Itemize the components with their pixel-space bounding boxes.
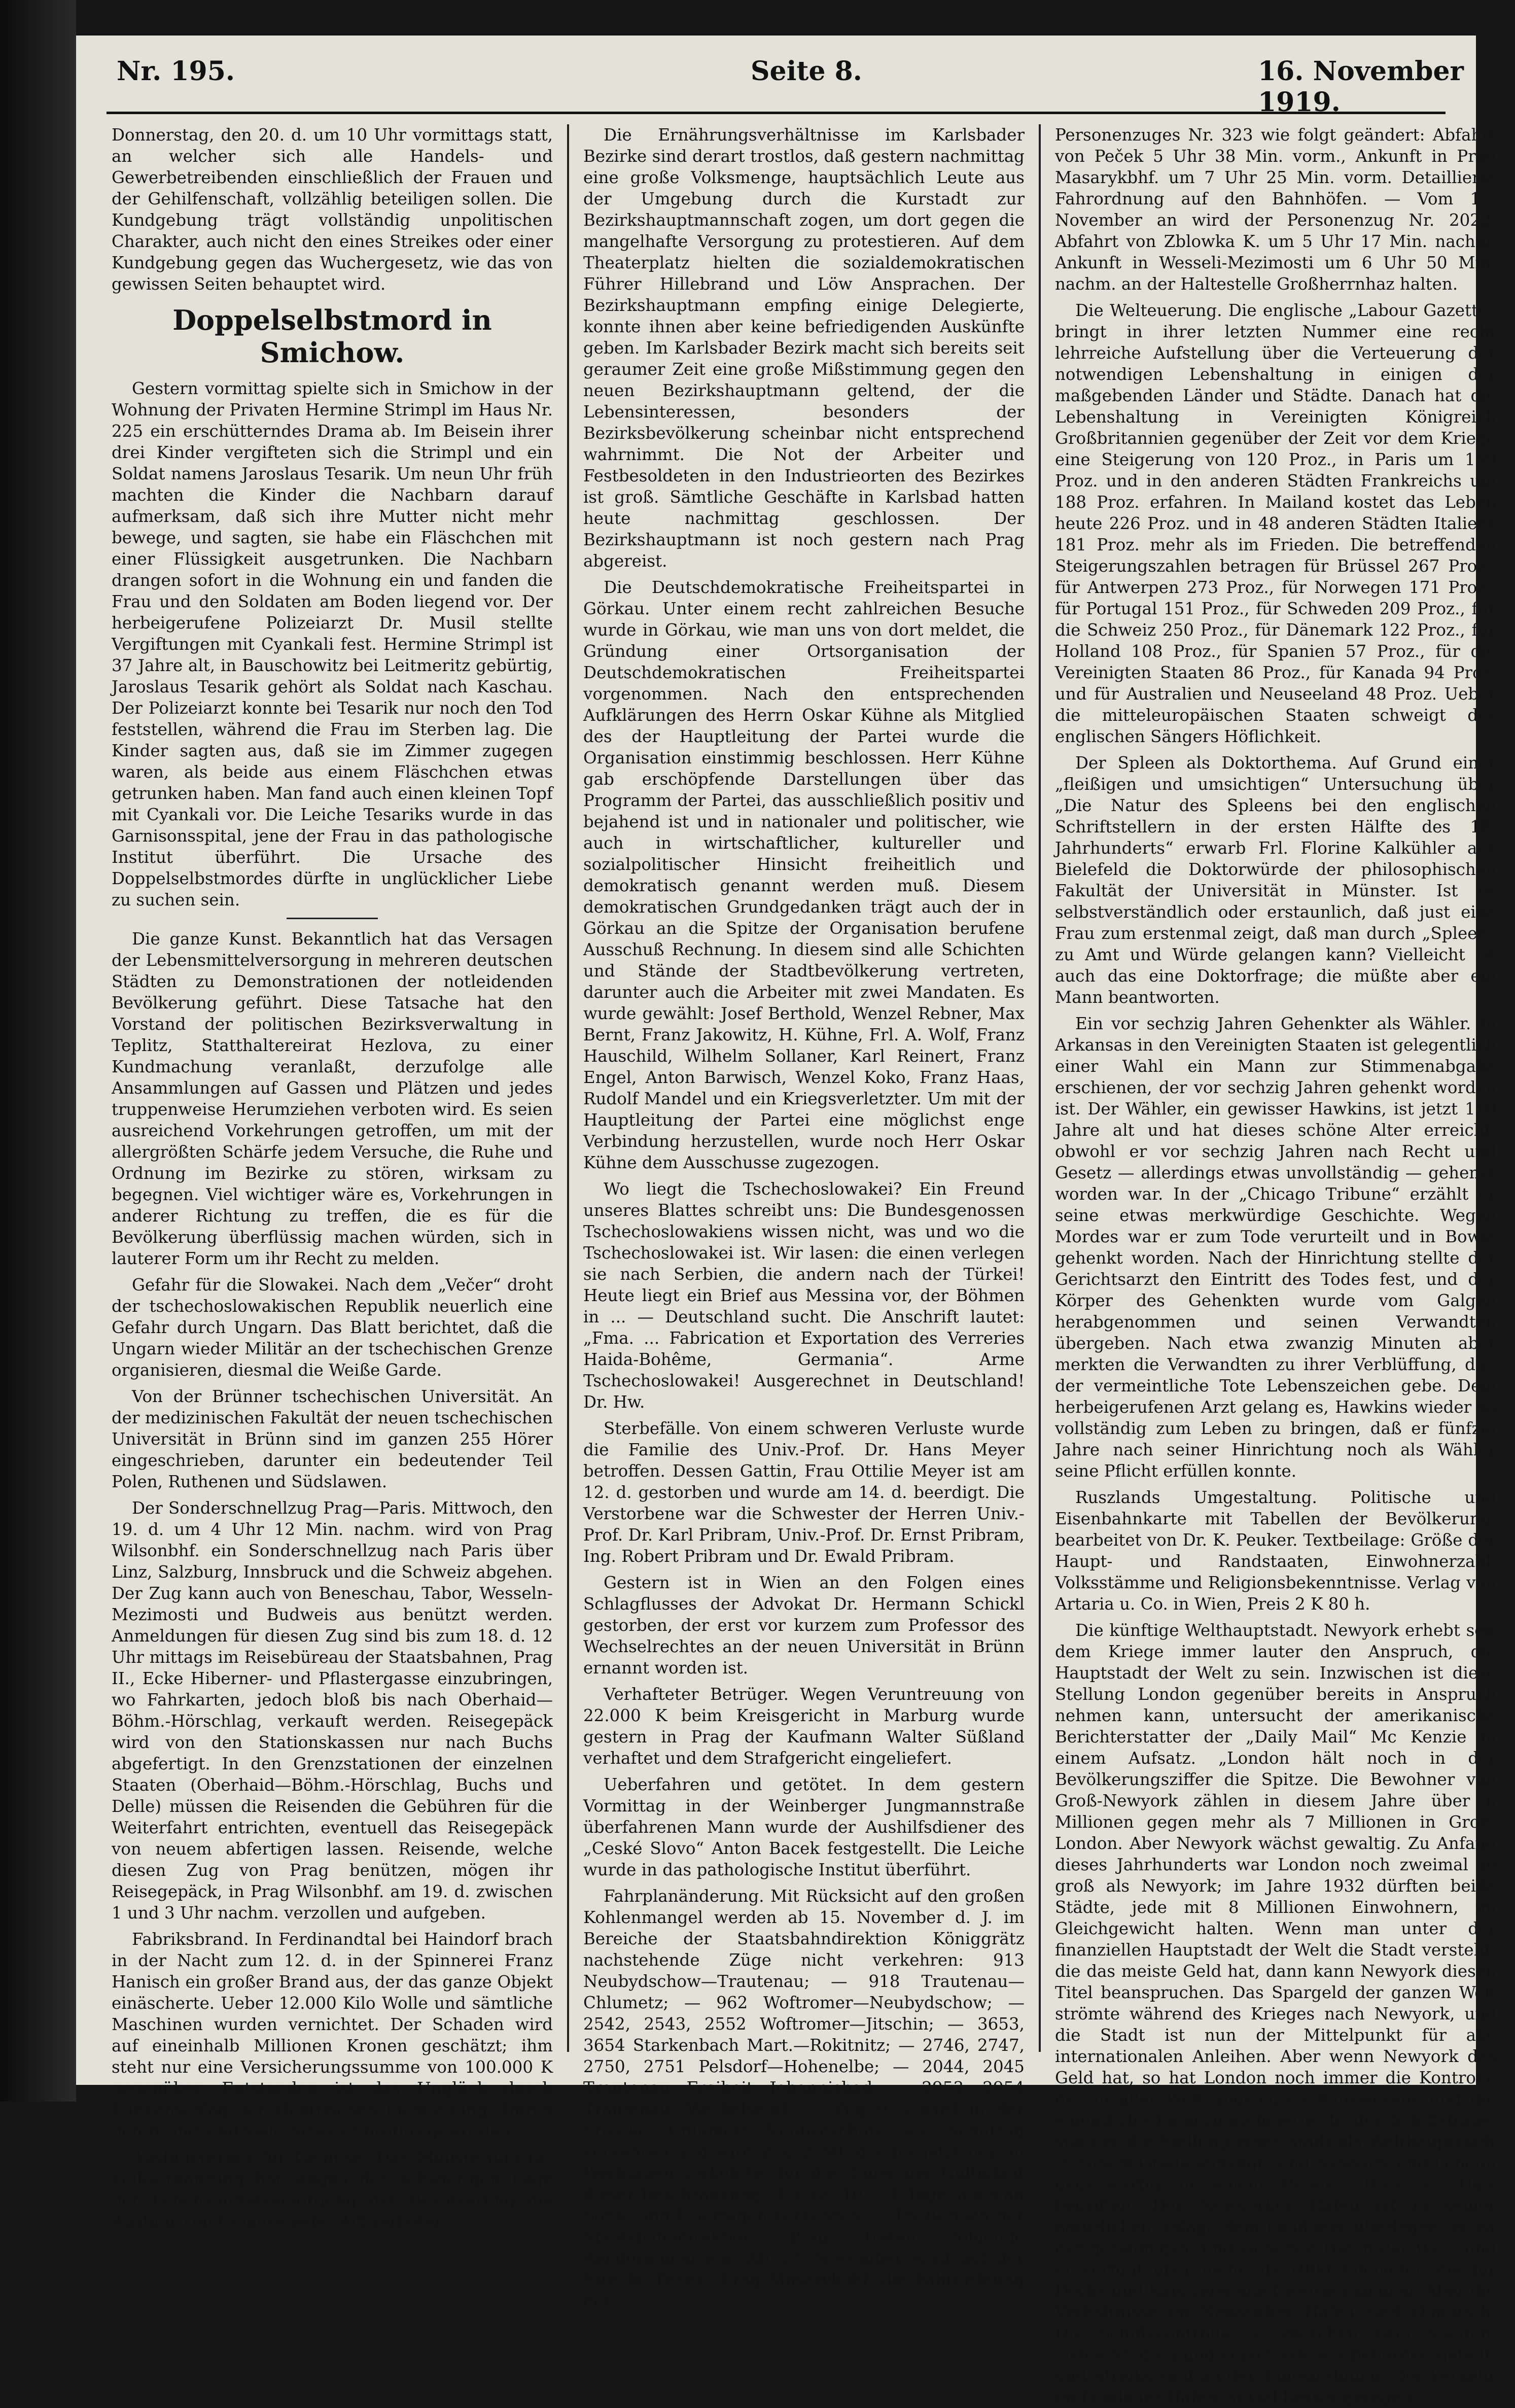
news-item: Der Sonderschnellzug Prag—Paris. Mittwoch, den 19. d. um 4 Uhr 12 Min. nachm. wird von Prag Wilsonbhf. ein Sonderschnellzug nach Paris über Linz, Salzburg, Innsbruck und die Schweiz abgehen. Der Zug kann auch von Beneschau, Tabor, Wesseln-Mezimosti und Budweis aus benützt werden. Anmeldungen für diesen Zug sind bis zum 18. d. 12 Uhr mittags im Reisebüreau der Staatsbahnen, Prag II., Ecke Hiberner- und Pflastergasse einzubringen, wo Fahrkarten, jedoch bloß bis nach Oberhaid—Böhm.-Hörschlag, verkauft werden. Reisegepäck wird von den Stationskassen nur nach Buchs abgefertigt. In den Grenzstationen der einzelnen Staaten (Oberhaid—Böhm.-Hörschlag, Buchs und Delle) müssen die Reisenden die Gebühren für die Weiterfahrt entrichten, eventuell das Reisegepäck von neuem abfertigen lassen. Reisende, welche diesen Zug von Prag benützen, mögen ihr Reisegepäck, in Prag Wilsonbhf. am 19. d. zwischen 1 und 3 Uhr nachm. verzollen und aufgeben. <box>112 1498 553 1923</box>
column-rule <box>567 124 569 2052</box>
news-item: Ueberfahren und getötet. In dem gestern Vormittag in der Weinberger Jungmannstraße überfahrenen Mann wurde der Aushilfsdiener des „Ceské Slovo“ Anton Bacek festgestellt. Die Leiche wurde in das pathologische Institut überführt. <box>583 1775 1025 1879</box>
news-item: Der Spleen als Doktorthema. Auf Grund einer „fleißigen und umsichtigen“ Untersuchung über „Die Natur des Spleens bei den englischen Schriftstellern in der ersten Hälfte des 18. Jahrhunderts“ erwarb Frl. Florine Kalkühler aus Bielefeld die Doktorwürde der philosophischen Fakultät der Universität in Münster. Ist es selbstverständlich oder erstaunlich, daß just eine Frau zum erstenmal zeigt, daß man durch „Spleen“ zu Amt und Würde gelangen kann? Vielleicht ist auch das eine Doktorfrage; die müßte aber ein Mann beantworten. <box>1055 753 1496 1007</box>
news-item: Fahrplanänderung. Mit Rücksicht auf den großen Kohlenmangel werden ab 15. November d. J. im Bereiche der Staatsbahndirektion Königgrätz nachstehende Züge nicht verkehren: 913 Neubydschow—Trautenau; — 918 Trautenau—Chlumetz; — 962 Woftromer—Neubydschow; — 2542, 2543, 2552 Woftromer—Jitschin; — 3653, 3654 Starkenbach Mart.—Rokitnitz; — 2746, 2747, 2750, 2751 Pelsdorf—Hohenelbe; — 2044, 2045 Trautenau—Freiheit—Johannisbad; — 2953, 2954 Trautenau—Weckelsdorf. — Zug 913 wird in der Strecke Chlumetz—Neubydschow als Schulzug verkehren und wird Zug 2550, der bis jetzt nur an Werktagen verkehrte, für die Dauer der Gültigkeit dieser Beschränkung, d. i. ca. 10—14 Tage, auch an Sonn- und Feiertagen verkehren. — Im Bereich der Staatsbahndirektion Prag treten folgende Aenderungen ein: Ab 17. November wird auf der Strecke Peček—Prag Masarykbhf. die Fahrordnung des <box>583 1887 1025 2311</box>
news-item: Ein vor sechzig Jahren Gehenkter als Wähler. In Arkansas in den Vereinigten Staaten ist gelegentlich einer Wahl ein Mann zur Stimmenabgabe erschienen, der vor sechzig Jahren gehenkt worden ist. Der Wähler, ein gewisser Hawkins, ist jetzt 110 Jahre alt und hat dieses schöne Alter erreicht, obwohl er vor sechzig Jahren nach Recht und Gesetz — allerdings etwas unvollständig — gehenkt worden war. In der „Chicago Tribune“ erzählt er seine etwas merkwürdige Geschichte. Wegen Mordes war er zum Tode verurteilt und in Bowie gehenkt worden. Nach der Hinrichtung stellte der Gerichtsarzt den Eintritt des Todes fest, und der Körper des Gehenkten wurde vom Galgen herabgenommen und seinen Verwandten übergeben. Nach etwa zwanzig Minuten aber merkten die Verwandten zu ihrer Verblüffung, daß der vermeintliche Tote Lebenszeichen gebe. Dem herbeigerufenen Arzt gelang es, Hawkins wieder so vollständig zum Leben zu bringen, daß er fünfzig Jahre nach seiner Hinrichtung noch als Wähler seine Pflicht erfüllen konnte. <box>1055 1014 1496 1481</box>
news-item: Gestern ist in Wien an den Folgen eines Schlagflusses der Advokat Dr. Hermann Schickl gestorben, der erst vor kurzem zum Professor des Wechselrechtes an der neuen Universität in Brünn ernannt worden ist. <box>583 1573 1025 1678</box>
news-item: Ruszlands Umgestaltung. Politische und Eisenbahnkarte mit Tabellen der Bevölkerung, bearbeitet von Dr. K. Peuker. Textbeilage: Größe der Haupt- und Randstaaten, Einwohnerzahl, Volksstämme und Religionsbekenntnisse. Verlag von Artaria u. Co. in Wien, Preis 2 K 80 h. <box>1055 1488 1496 1614</box>
issue-date: 16. November 1919. <box>1258 56 1464 118</box>
issue-number: Nr. 195. <box>117 56 235 87</box>
news-item: Sterbefälle. Von einem schweren Verluste wurde die Familie des Univ.-Prof. Dr. Hans Meyer betroffen. Dessen Gattin, Frau Ottilie Meyer ist am 12. d. gestorben und wurde am 14. d. beerdigt. Die Verstorbene war die Schwester der Herren Univ.-Prof. Dr. Karl Pribram, Univ.-Prof. Dr. Ernst Pribram, Ing. Robert Pribram und Dr. Ewald Pribram. <box>583 1419 1025 1566</box>
news-item: Die Deutschdemokratische Freiheitspartei in Görkau. Unter einem recht zahlreichen Besuche wurde in Görkau, wie man uns von dort meldet, die Gründung einer Ortsorganisation der Deutschdemokratischen Freiheitspartei vorgenommen. Nach den entsprechenden Aufklärungen des Herrn Oskar Kühne als Mitglied des der Hauptleitung der Partei wurde die Organisation einstimmig beschlossen. Herr Kühne gab erschöpfende Darstellungen über das Programm der Partei, das ausschließlich positiv und bejahend ist und in nationaler und politischer, wie auch in wirtschaftlicher, kultureller und sozialpolitischer Hinsicht freiheitlich und demokratisch genannt werden muß. Diesem demokratischen Grundgedanken trägt auch der in Görkau an die Spitze der Organisation berufene Ausschuß Rechnung. In diesem sind alle Schichten und Stände der Stadtbevölkerung vertreten, darunter auch die Arbeiter mit zwei Mandaten. Es wurde gewählt: Josef Berthold, Wenzel Rebner, Max Bernt, Franz Jakowitz, H. Kühne, Frl. A. Wolf, Franz Hauschild, Wilhelm Sollaner, Karl Reinert, Franz Engel, Anton Barwisch, Wenzel Koko, Franz Haas, Rudolf Mandel und ein Kriegsverletzter. Um mit der Hauptleitung der Partei eine möglichst enge Verbindung herzustellen, wurde noch Herr Oskar Kühne dem Ausschusse zugezogen. <box>583 578 1025 1172</box>
article-headline: Doppelselbstmord in Smichow. <box>172 304 492 369</box>
news-item: Wo liegt die Tschechoslowakei? Ein Freund unseres Blattes schreibt uns: Die Bundesgenossen Tschechoslowakiens wissen nicht, was und wo die Tschechoslowakei ist. Wir lasen: die einen verlegen sie nach Serbien, die andern nach der Türkei! Heute liegt ein Brief aus Messina vor, der Böhmen in ... — Deutschland sucht. Die Anschrift lautet: „Fma. ... Fabrication et Exportation des Verreries Haida-Bohême, Germania“. Arme Tschechoslowakei! Ausgerechnet in Deutschland! Dr. Hw. <box>583 1179 1025 1412</box>
news-item: Die Welteuerung. Die englische „Labour Gazette“ bringt in ihrer letzten Nummer eine recht lehrreiche Aufstellung über die Verteuerung der notwendigen Lebenshaltung in einigen der maßgebenden Länder und Städte. Danach hat die Lebenshaltung in Vereinigten Königreich Großbritannien gegenüber der Zeit vor dem Kriege eine Steigerung von 120 Proz., in Paris um 159 Proz. und in den anderen Städten Frankreichs um 188 Proz. erfahren. In Mailand kostet das Leben heute 226 Proz. und in 48 anderen Städten Italiens 181 Proz. mehr als im Frieden. Die betreffenden Steigerungszahlen betragen für Brüssel 267 Proz., für Antwerpen 273 Proz., für Norwegen 171 Proz., für Portugal 151 Proz., für Schweden 209 Proz., für die Schweiz 250 Proz., für Dänemark 122 Proz., für Holland 108 Proz., für Spanien 57 Proz., für die Vereinigten Staaten 86 Proz., für Kanada 94 Proz. und für Australien und Neuseeland 48 Proz. Ueber die mitteleuropäischen Staaten schweigt des englischen Sängers Höflichkeit. <box>1055 301 1496 746</box>
news-item: Von der Brünner tschechischen Universität. An der medizinischen Fakultät der neuen tschechischen Universität in Brünn sind im ganzen 255 Hörer eingeschrieben, darunter ein bedeutender Teil Polen, Ruthenen und Südslawen. <box>112 1387 553 1491</box>
news-item: Die ganze Kunst. Bekanntlich hat das Versagen der Lebensmittelversorgung in mehreren deutschen Städten zu Demonstrationen der notleidenden Bevölkerung geführt. Diese Tatsache hat den Vorstand der politischen Bezirksverwaltung in Teplitz, Statthaltereirat Hezlova, zu einer Kundmachung veranlaßt, derzufolge alle Ansammlungen auf Gassen und Plätzen und jedes truppenweise Herumziehen verboten wird. Es seien ausreichend Vorkehrungen getroffen, um mit der allergrößten Schärfe jedem Versuche, die Ruhe und Ordnung im Bezirke zu stören, wirksam zu begegnen. Viel wichtiger wäre es, Vorkehrungen in anderer Richtung zu treffen, die es für die Bevölkerung überflüssig machen würden, sich in lauterer Form um ihr Recht zu melden. <box>112 929 553 1268</box>
section-divider <box>287 918 378 919</box>
news-item: Ausfuhrverbot für Gemüse. Das Ministerium für Volksernährung hat wegen der schwierigen Lage der Lebensmittelversorgung der Bevölkerung die Ausfuhr von Gemüse jeder Art verboten. <box>112 2148 553 2231</box>
news-item: Personenzuges Nr. 323 wie folgt geändert: Abfahrt von Peček 5 Uhr 38 Min. vorm., Ankunft in Prag Masarykbhf. um 7 Uhr 25 Min. vorm. Detaillierte Fahrordnung auf den Bahnhöfen. — Vom 17. November an wird der Personenzug Nr. 2022, Abfahrt von Zblowka K. um 5 Uhr 17 Min. nachm. Ankunft in Wesseli-Mezimosti um 6 Uhr 50 Min. nachm. an der Haltestelle Großherrnhaz halten. <box>1055 125 1496 294</box>
header-rule <box>107 112 1446 114</box>
news-item: Gefahr für die Slowakei. Nach dem „Večer“ droht der tschechoslowakischen Republik neuerlich eine Gefahr durch Ungarn. Das Blatt berichtet, daß die Ungarn wieder Militär an der tschechischen Grenze organisieren, diesmal die Weiße Garde. <box>112 1275 553 1380</box>
column-middle <box>583 124 1025 2311</box>
news-item: Fabriksbrand. In Ferdinandtal bei Haindorf brach in der Nacht zum 12. d. in der Spinnerei Franz Hanisch ein großer Brand aus, der das ganze Objekt einäscherte. Ueber 12.000 Kilo Wolle und sämtliche Maschinen wurden vernichtet. Der Schaden wird auf eineinhalb Millionen Kronen geschätzt; ihm steht nur eine Versicherungssumme von 100.000 K gegenüber. Entstanden ist das Unglück durch Funkenschlag der elektrischen Lichtleitung. Durch den Brand sind viele Arbeiter brotlos geworden. <box>112 1930 553 2141</box>
scan-dark-margin <box>0 0 76 2102</box>
article-paragraph: Gestern vormittag spielte sich in Smichow in der Wohnung der Privaten Hermine Strimpl im Haus Nr. 225 ein erschütterndes Drama ab. Im Beisein ihrer drei Kinder vergifteten sich die Strimpl und ein Soldat namens Jaroslaus Tesarik. Um neun Uhr früh machten die Kinder die Nachbarn darauf aufmerksam, daß sich ihre Mutter nicht mehr bewege, und sagten, sie habe ein Fläschchen mit einer Flüssigkeit ausgetrunken. Die Nachbarn drangen sofort in die Wohnung ein und fanden die Frau und den Soldaten am Boden liegend vor. Der herbeigerufene Polizeiarzt Dr. Musil stellte Vergiftungen mit Cyankali fest. Hermine Strimpl ist 37 Jahre alt, in Bauschowitz bei Leitmeritz gebürtig, Jaroslaus Tesarik gehört als Soldat nach Kaschau. Der Polizeiarzt konnte bei Tesarik nur noch den Tod feststellen, während die Frau im Sterben lag. Die Kinder sagten aus, daß sie im Zimmer zugegen waren, als beide aus einem Fläschchen etwas getrunken haben. Man fand auch einen kleinen Topf mit Cyankali vor. Die Leiche Tesariks wurde in das Garnisonsspital, jene der Frau in das pathologische Institut überführt. Die Ursache des Doppelselbstmordes dürfte in unglücklicher Liebe zu suchen sein. <box>112 379 553 910</box>
news-item: Die Ernährungsverhältnisse im Karlsbader Bezirke sind derart trostlos, daß gestern nachmittag eine große Volksmenge, hauptsächlich Leute aus der Umgebung durch die Kurstadt zur Bezirkshauptmannschaft zogen, um dort gegen die mangelhafte Versorgung zu protestieren. Auf dem Theaterplatz hielten die sozialdemokratischen Führer Hillebrand und Löw Ansprachen. Der Bezirkshauptmann empfing einige Delegierte, konnte ihnen aber keine befriedigenden Auskünfte geben. Im Karlsbader Bezirk macht sich bereits seit geraumer Zeit eine große Mißstimmung gegen den neuen Bezirkshauptmann geltend, der die Lebensinteressen, besonders der Bezirksbevölkerung scheinbar nicht entsprechend wahrnimmt. Die Not der Arbeiter und Festbesoldeten in den Industrieorten des Bezirkes ist groß. Sämtliche Geschäfte in Karlsbad hatten heute nachmittag geschlossen. Der Bezirkshauptmann ist noch gestern nach Prag abgereist. <box>583 125 1025 571</box>
news-item: Verhafteter Betrüger. Wegen Veruntreuung von 22.000 K beim Kreisgericht in Marburg wurde gestern in Prag der Kaufmann Walter Süßland verhaftet und dem Strafgericht eingeliefert. <box>583 1685 1025 1768</box>
newspaper-page <box>76 36 1496 2407</box>
column-left <box>112 124 553 2231</box>
column-rule <box>1039 124 1041 2052</box>
article-paragraph: Donnerstag, den 20. d. um 10 Uhr vormittags statt, an welcher sich alle Handels- und Gewerbetreibenden einschließlich der Frauen und der Gehilfenschaft, vollzählig beteiligen sollen. Die Kundgebung trägt vollständig unpolitischen Charakter, auch nicht den eines Streikes oder einer Kundgebung gegen das Wuchergesetz, wie das von gewissen Seiten behauptet wird. <box>112 125 553 294</box>
news-item: Die künftige Welthauptstadt. Newyork erhebt seit dem Kriege immer lauter den Anspruch, die Hauptstadt der Welt zu sein. Inzwischen ist diese Stellung London gegenüber bereits in Anspruch nehmen kann, untersucht der amerikanische Berichterstatter der „Daily Mail“ Mc Kenzie in einem Aufsatz. „London hält noch in der Bevölkerungsziffer die Spitze. Die Bewohner von Groß-Newyork zählen in diesem Jahre über 6 Millionen gegen mehr als 7 Millionen in Groß-London. Aber Newyork wächst gewaltig. Zu Anfang dieses Jahrhunderts war London noch zweimal so groß als Newyork; im Jahre 1932 dürften beide Städte, jede mit 8 Millionen Einwohnern, im Gleichgewicht halten. Wenn man unter der finanziellen Hauptstadt der Welt die Stadt versteht, die das meiste Geld hat, dann kann Newyork diesen Titel beanspruchen. Das Spargeld der ganzen Welt strömte während des Krieges nach Newyork, und die Stadt ist nun der Mittelpunkt für alle internationalen Anleihen. Aber wenn Newyork das Geld hat, so hat London noch immer die Kontrolle des in aller Welt angelegten Bankwesens und die eigentliche Finanzmaschinerie. In der Schiffsfrage, von der die Stellung einer Stadt als Welthauptstadt in hohem Grade abhängt, sind Newyork und London gegenwärtig in einem Rennen Hals an Hals begriffen. Der Newyorker Hafen ist in seiner natürlichen Anlage dem Londoner überlegen; er ist der geräumigste und sicherste Hafen der Welt, und er verfügt über mehr als 1000 Kilometer, die für Docks und Kais verwendet werden können. Aber die Verhältnisse im Newyorker Hafen sind chaotisch. Die Schiffskontrolle ist zwischen zwei Staaten, vielen Städten und verschiedenen Behörden geteilt, und Streiks sind an der Tagesordnung. Der Verkehr im Londoner Hafen ist viel besser geregelt. <box>1055 1621 1496 2407</box>
page-number: Seite 8. <box>751 56 862 87</box>
column-right <box>1055 124 1496 2407</box>
